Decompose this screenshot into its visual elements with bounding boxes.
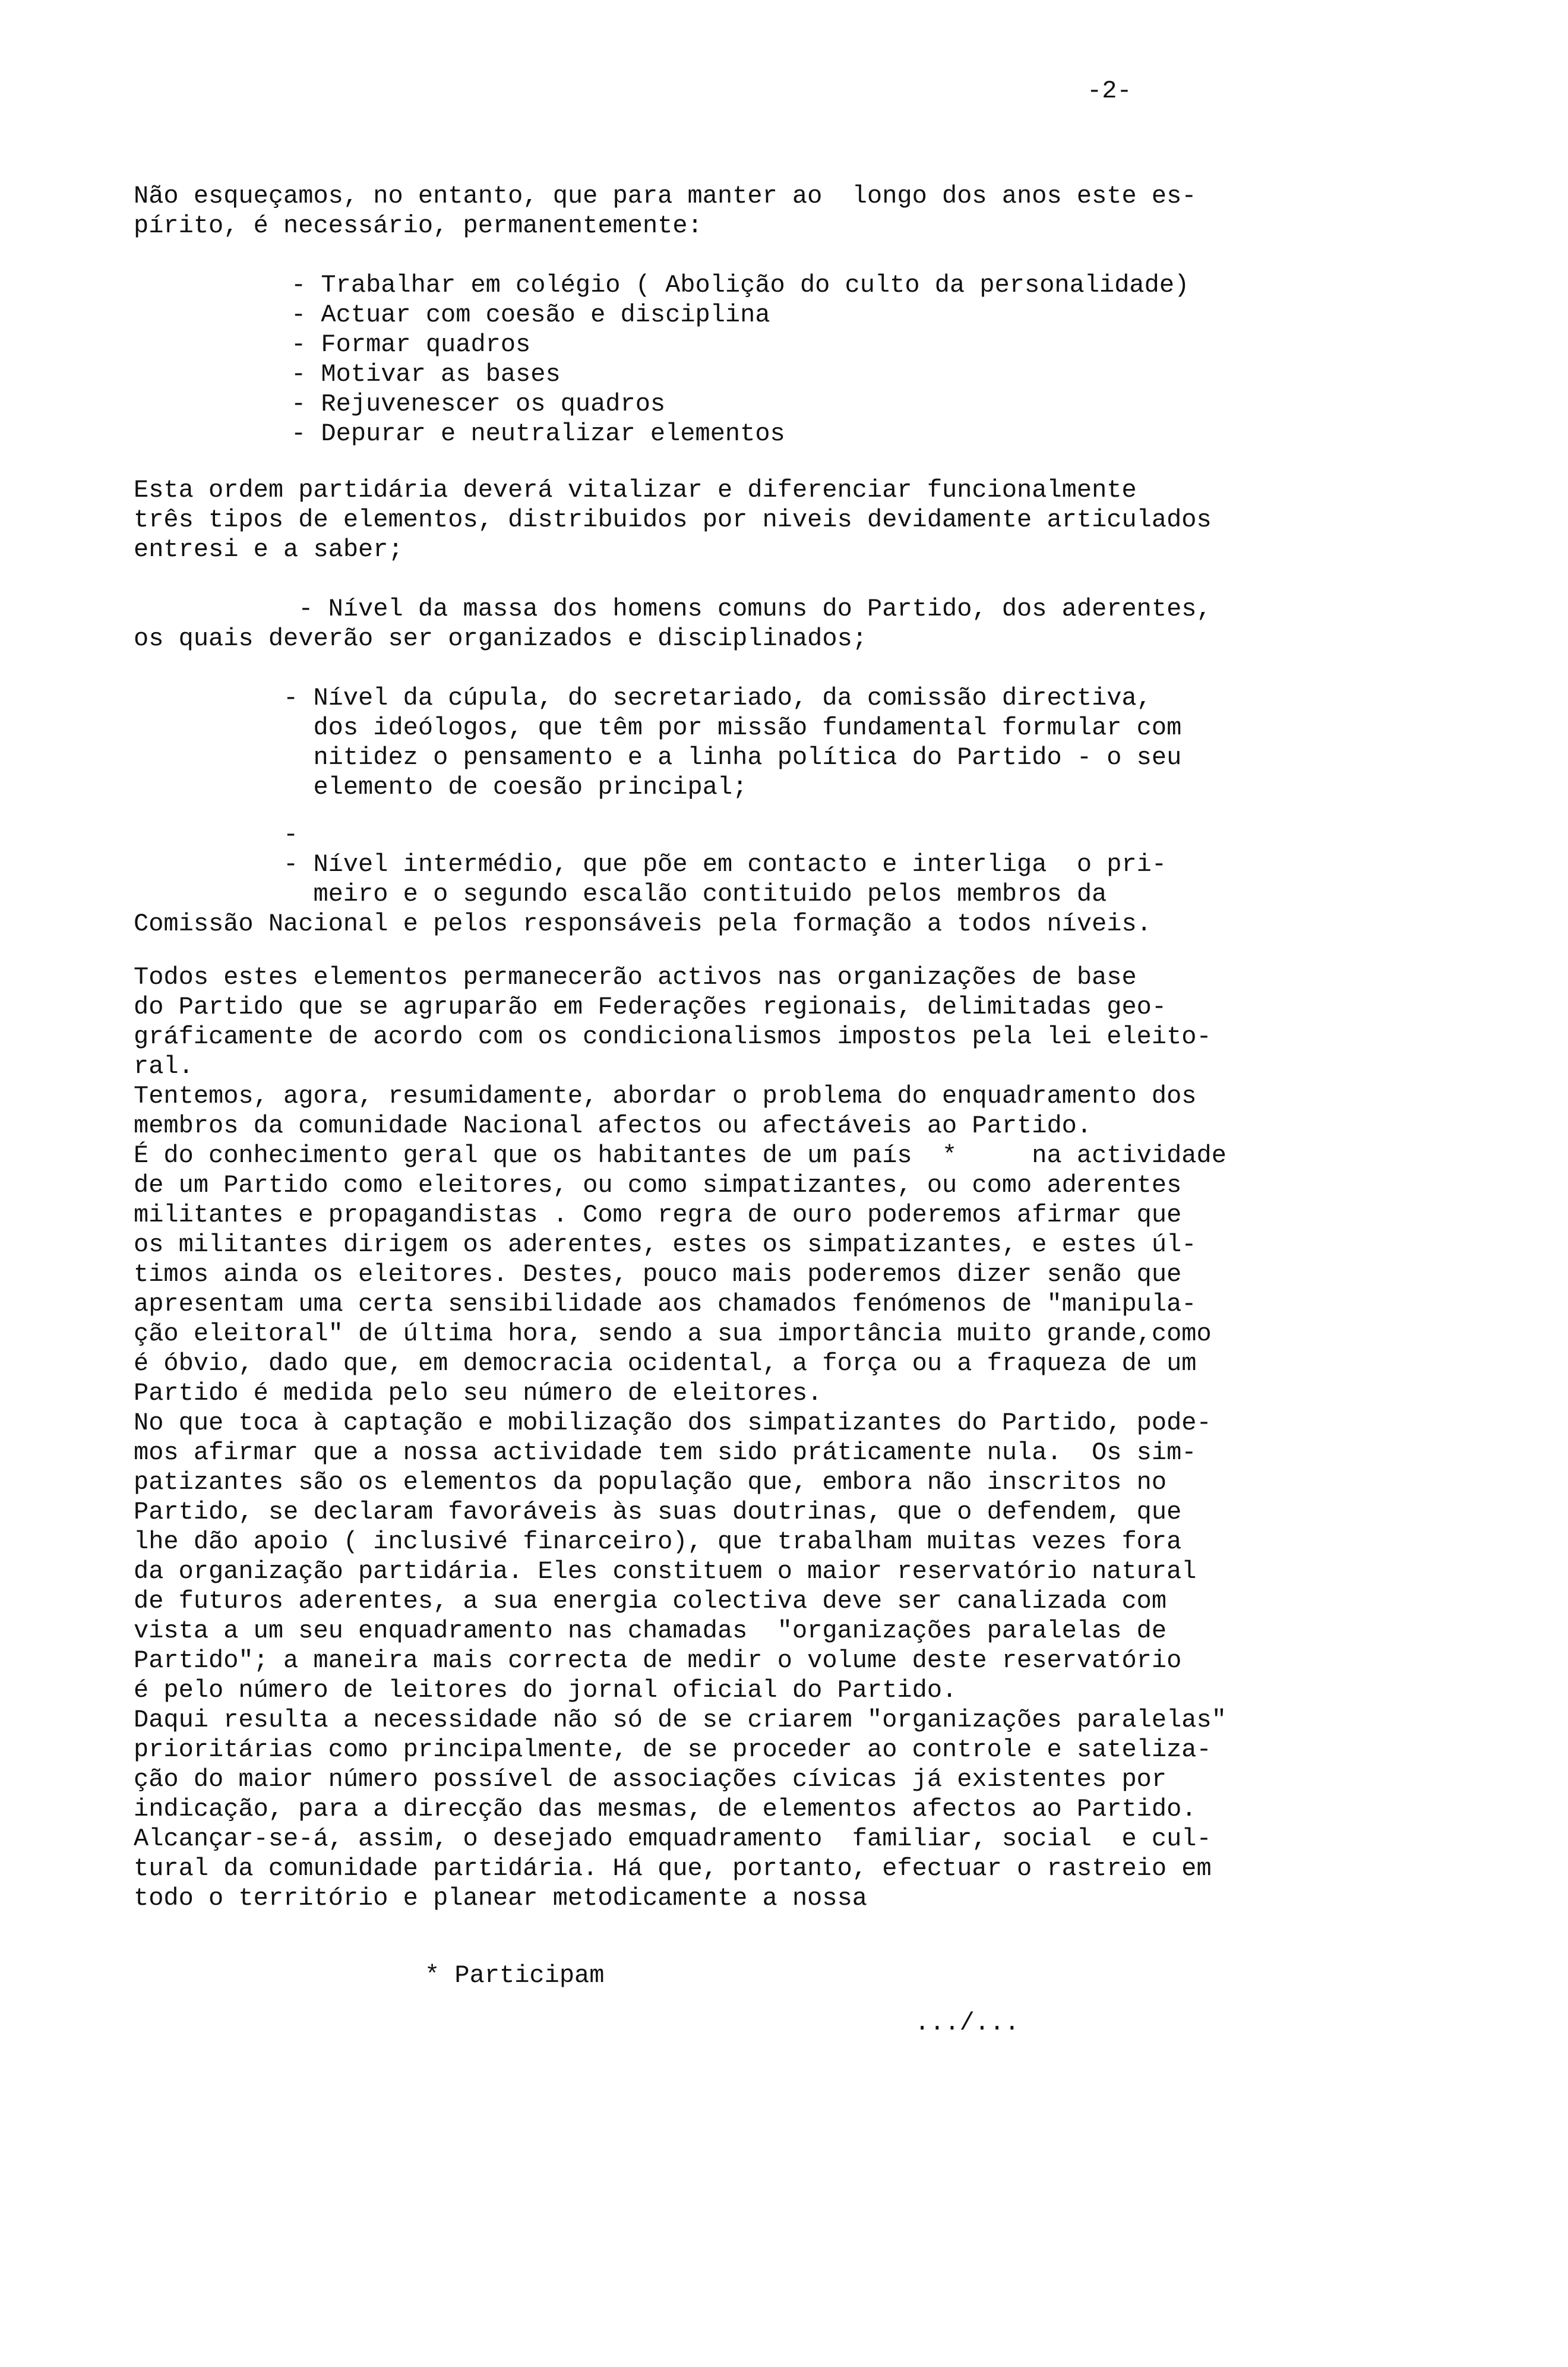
text-line: Daqui resulta a necessidade não só de se criarem "organizações paralelas" xyxy=(134,1706,1226,1734)
text-line: ção eleitoral" de última hora, sendo a sua importância muito grande,como xyxy=(134,1320,1212,1348)
text-line: os quais deverão ser organizados e disciplinados; xyxy=(134,624,868,653)
text-line: mos afirmar que a nossa actividade tem sido práticamente nula. Os sim- xyxy=(134,1438,1197,1467)
list-item: - Actuar com coesão e disciplina xyxy=(291,301,770,329)
text-line: ral. xyxy=(134,1052,194,1081)
text-line: tural da comunidade partidária. Há que, portanto, efectuar o rastreio em xyxy=(134,1854,1212,1883)
text-line: da organização partidária. Eles constituem o maior reservatório natural xyxy=(134,1557,1197,1586)
level-two-item xyxy=(134,683,1452,802)
list-item: - Rejuvenescer os quadros xyxy=(291,390,666,418)
footnote: * Participam xyxy=(425,1961,605,1990)
text-line: Partido, se declaram favoráveis às suas doutrinas, que o defendem, que xyxy=(134,1498,1182,1526)
list-item: - Formar quadros xyxy=(291,330,531,359)
text-line: de futuros aderentes, a sua energia colectiva deve ser canalizada com xyxy=(134,1587,1167,1615)
text-line: É do conhecimento geral que os habitantes de um país * na actividade xyxy=(134,1141,1226,1170)
text-line: Tentemos, agora, resumidamente, abordar o problema do enquadramento dos xyxy=(134,1082,1197,1110)
text-line: pírito, é necessário, permanentemente: xyxy=(134,212,703,240)
text-line: os militantes dirigem os aderentes, estes os simpatizantes, e estes úl- xyxy=(134,1230,1197,1259)
text-line: Esta ordem partidária deverá vitalizar e diferenciar funcionalmente xyxy=(134,476,1137,504)
text-line: Partido é medida pelo seu número de eleitores. xyxy=(134,1379,823,1407)
text-line: - Nível intermédio, que põe em contacto e interliga o pri- xyxy=(134,850,1167,879)
text-line: lhe dão apoio ( inclusivé finarceiro), que trabalham muitas vezes fora xyxy=(134,1527,1182,1556)
text-line: patizantes são os elementos da população que, embora não inscritos no xyxy=(134,1468,1167,1497)
text-line: ção do maior número possível de associações cívicas já existentes por xyxy=(134,1765,1167,1794)
text-line: - Nível da cúpula, do secretariado, da comissão directiva, xyxy=(134,684,1152,712)
continuation-marker: .../... xyxy=(915,2009,1020,2037)
level-one-item xyxy=(134,594,1452,654)
intro-paragraph xyxy=(134,181,1452,241)
requirements-list xyxy=(291,270,1568,449)
text-line: No que toca à captação e mobilização dos simpatizantes do Partido, pode- xyxy=(134,1409,1212,1437)
text-line: dos ideólogos, que têm por missão fundamental formular com xyxy=(134,714,1182,742)
text-line: Alcançar-se-á, assim, o desejado emquadramento familiar, social e cul- xyxy=(134,1825,1212,1853)
text-line: membros da comunidade Nacional afectos ou afectáveis ao Partido. xyxy=(134,1112,1092,1140)
text-line: Comissão Nacional e pelos responsáveis pela formação a todos níveis. xyxy=(134,910,1152,938)
text-line: é pelo número de leitores do jornal oficial do Partido. xyxy=(134,1676,957,1705)
text-line: todo o território e planear metodicamente a nossa xyxy=(134,1884,868,1912)
text-line: Não esqueçamos, no entanto, que para manter ao longo dos anos este es- xyxy=(134,182,1197,210)
text-line: prioritárias como principalmente, de se proceder ao controle e sateliza- xyxy=(134,1735,1212,1764)
text-line: elemento de coesão principal; xyxy=(134,773,748,801)
page-number: -2- xyxy=(1087,77,1132,105)
text-line: meiro e o segundo escalão contituido pelos membros da xyxy=(134,880,1107,908)
text-line: de um Partido como eleitores, ou como simpatizantes, ou como aderentes xyxy=(134,1171,1182,1200)
level-three-item xyxy=(134,820,1452,939)
text-line: gráficamente de acordo com os condicionalismos impostos pela lei eleito- xyxy=(134,1022,1212,1051)
text-line: é óbvio, dado que, em democracia ocidental, a força ou a fraqueza de um xyxy=(134,1349,1197,1378)
list-item: - Depurar e neutralizar elementos xyxy=(291,419,785,448)
text-line: apresentam uma certa sensibilidade aos chamados fenómenos de "manipula- xyxy=(134,1290,1197,1318)
text-line: timos ainda os eleitores. Destes, pouco mais poderemos dizer senão que xyxy=(134,1260,1182,1289)
text-line: vista a um seu enquadramento nas chamadas "organizações paralelas de xyxy=(134,1617,1167,1645)
text-line: entresi e a saber; xyxy=(134,535,403,564)
text-line: três tipos de elementos, distribuidos por niveis devidamente articulados xyxy=(134,506,1212,534)
list-item: - Motivar as bases xyxy=(291,360,561,389)
text-line: nitidez o pensamento e a linha política do Partido - o seu xyxy=(134,743,1182,772)
order-paragraph xyxy=(134,475,1452,564)
text-line: militantes e propagandistas . Como regra de ouro poderemos afirmar que xyxy=(134,1201,1182,1229)
main-body-text xyxy=(134,962,1452,1913)
text-line: Partido"; a maneira mais correcta de medir o volume deste reservatório xyxy=(134,1646,1182,1675)
text-line: indicação, para a direcção das mesmas, de elementos afectos ao Partido. xyxy=(134,1795,1197,1823)
text-line: - xyxy=(134,820,299,849)
text-line: Todos estes elementos permanecerão activos nas organizações de base xyxy=(134,963,1137,992)
text-line: - Nível da massa dos homens comuns do Partido, dos aderentes, xyxy=(134,595,1212,623)
text-line: do Partido que se agruparão em Federações regionais, delimitadas geo- xyxy=(134,993,1167,1021)
list-item: - Trabalhar em colégio ( Abolição do culto da personalidade) xyxy=(291,271,1190,299)
